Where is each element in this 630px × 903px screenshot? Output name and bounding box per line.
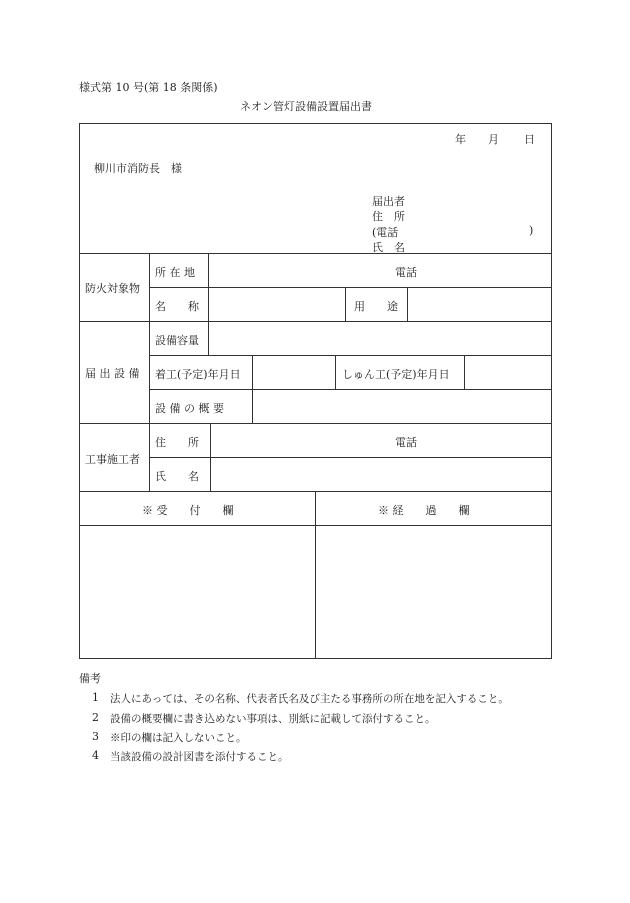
applicant-name-label: 氏 名: [372, 241, 405, 254]
note-text: 設備の概要欄に書き込めない事項は、別紙に記載して添付すること。: [110, 713, 436, 725]
note-text: 法人にあっては、その名称、代表者氏名及び主たる事務所の所在地を記入すること。: [110, 693, 509, 705]
fire-object-use-label: 用 途: [354, 300, 398, 313]
note-number: 4: [92, 749, 99, 762]
fire-object-location-label: 所 在 地: [155, 266, 195, 279]
applicant-phone-close: ): [529, 224, 534, 237]
contractor-address-label: 住 所: [155, 436, 199, 449]
contractor-phone-label: 電話: [395, 436, 417, 449]
applicant-label: 届出者: [372, 195, 405, 208]
equipment-completion-date-label: しゅん工(予定)年月日: [342, 368, 450, 381]
notes-heading: 備考: [79, 672, 101, 685]
date-day-label: 日: [524, 133, 535, 146]
reception-column-label: ※ 受 付 欄: [142, 504, 234, 517]
applicant-phone-open: (電話: [372, 226, 399, 239]
fire-object-section-label: 防火対象物: [85, 282, 140, 295]
equipment-start-date-label: 着工(予定)年月日: [155, 368, 241, 381]
note-number: 2: [92, 711, 99, 724]
addressee: 柳川市消防長 様: [94, 162, 182, 175]
note-text: ※印の欄は記入しないこと。: [110, 732, 247, 744]
equipment-capacity-label: 設備容量: [155, 334, 199, 347]
progress-field[interactable]: [316, 526, 550, 657]
date-month-label: 月: [488, 133, 499, 146]
note-number: 3: [92, 730, 99, 743]
equipment-overview-label: 設 備 の 概 要: [155, 402, 224, 415]
progress-column-label: ※ 経 過 欄: [378, 504, 470, 517]
reception-field[interactable]: [80, 526, 314, 657]
date-year-label: 年: [455, 133, 466, 146]
form-title: ネオン管灯設備設置届出書: [240, 100, 372, 113]
fire-object-name-label: 名 称: [155, 300, 199, 313]
form-number: 様式第 10 号(第 18 条関係): [79, 81, 218, 94]
applicant-address-label: 住 所: [372, 210, 405, 223]
note-number: 1: [92, 691, 99, 704]
fire-object-phone-label: 電話: [395, 266, 417, 279]
equipment-section-label: 届 出 設 備: [85, 367, 140, 380]
contractor-section-label: 工事施工者: [85, 453, 140, 466]
contractor-name-label: 氏 名: [155, 470, 199, 483]
note-text: 当該設備の設計図書を添付すること。: [110, 751, 289, 763]
